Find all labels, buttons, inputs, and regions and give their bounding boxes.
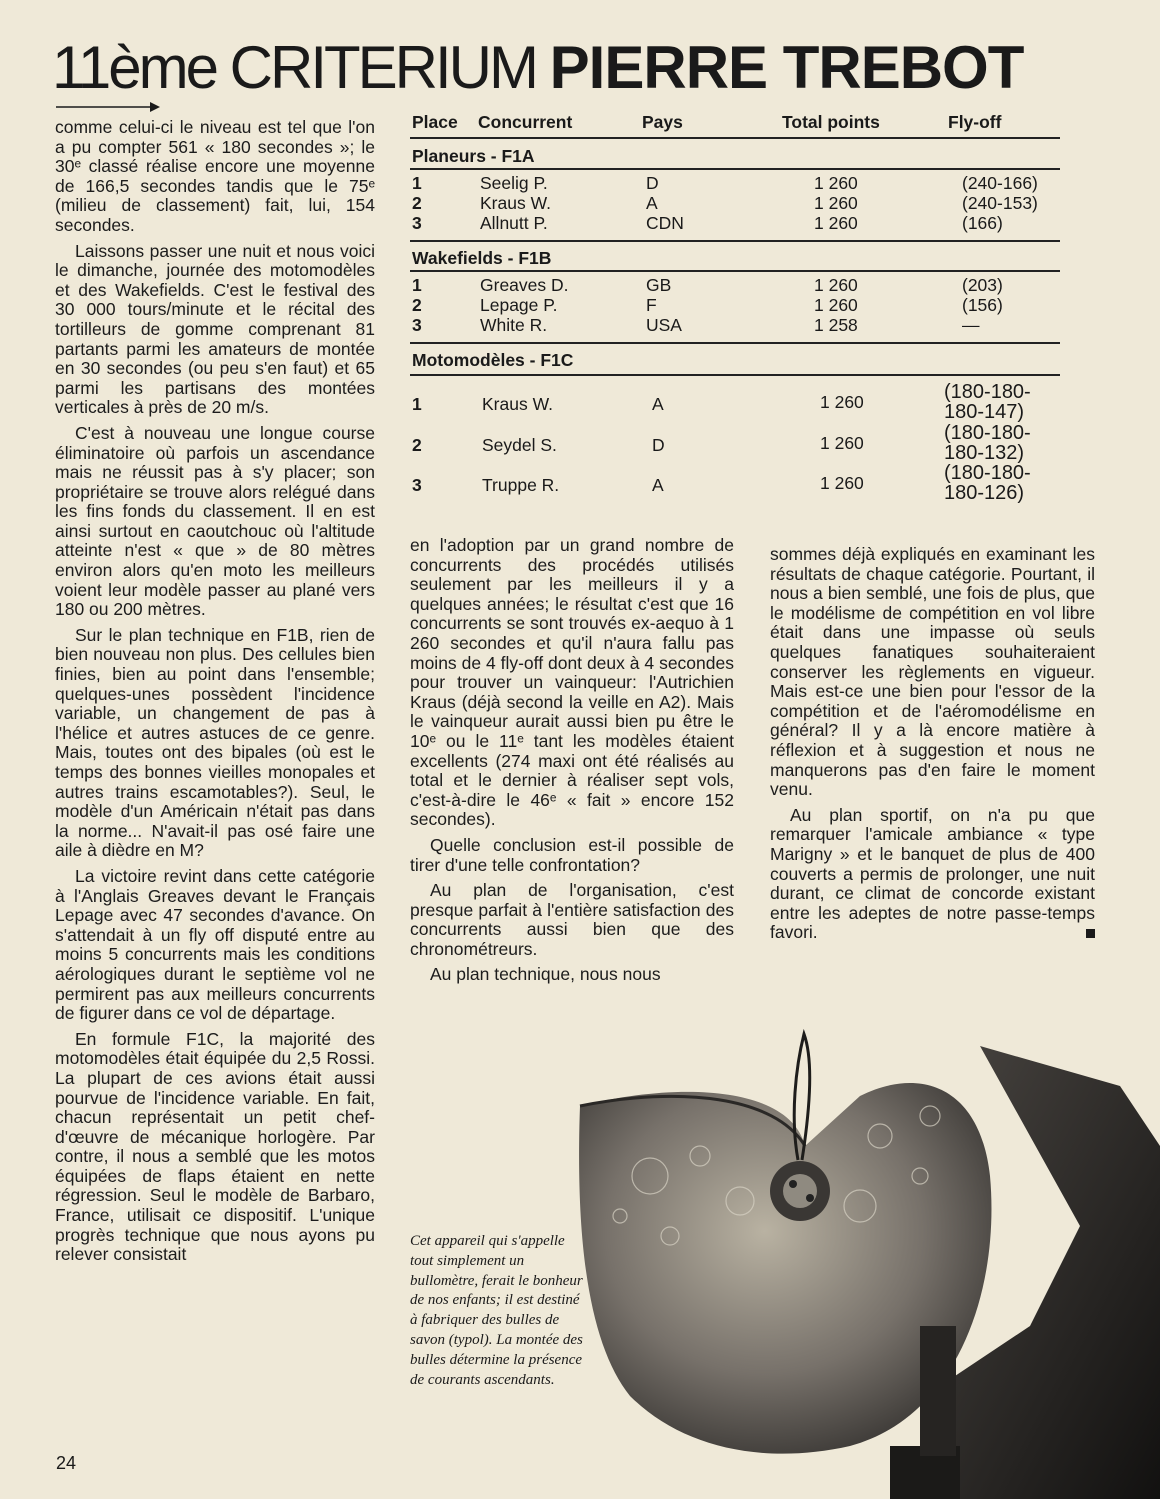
end-of-article-mark: [1086, 929, 1095, 938]
table-cell-place: 2: [412, 435, 422, 455]
table-rule: [410, 168, 1060, 170]
table-cell-points: 1 260: [820, 392, 864, 412]
article-paragraph: Au plan de l'organisation, c'est presque parfait à l'entière satisfaction des concurrents aussi bien que des chronométreurs.: [410, 880, 734, 959]
article-paragraph: Au plan sportif, on n'a pu que remarquer l'amicale ambiance « type Marigny » et le banquet de plus de 400 couverts a permis de prolonger, une nuit durant, ce climat de concorde existant entre les adeptes de notre passe-temps favori.: [770, 804, 1095, 943]
title-light-part: 11ème CRITERIUM: [52, 34, 550, 101]
table-header-cell: Fly-off: [948, 112, 1002, 132]
article-paragraph: C'est à nouveau une longue course éliminatoire où parfois un ascendance mais ne réussit pas à s'y placer; son propriétaire se trouve alors relégué dans les fins fonds du classement. Il en est ainsi surtout en caoutchouc où l'altitude atteinte n'est « que » de 80 mètres environ alors qu'en moto les meilleurs voient leur modèle passer au plané vers 180 ou 200 mètres.: [55, 422, 375, 620]
article-paragraph: En formule F1C, la majorité des motomodèles était équipée du 2,5 Rossi. La plupart de ces avions était aussi pourvue de l'incidence variable. En fait, chacun représentait un petit chef-d'œuvre de mécanique horlogère. Par contre, il nous a semblé que les motos équipées de flaps étaient en nette régression. Seul le modèle de Barbaro, France, utilisait ce dispositif. L'unique progrès technique que nous ayons pu relever consistait: [55, 1028, 375, 1265]
table-cell-country: CDN: [646, 213, 684, 233]
table-cell-country: GB: [646, 275, 672, 295]
table-cell-flyoff: (240-166): [962, 173, 1038, 193]
table-cell-place: 3: [412, 475, 422, 495]
table-rule: [410, 342, 1060, 344]
article-paragraph: Au plan technique, nous nous: [430, 964, 661, 985]
table-cell-flyoff: 180-147): [944, 401, 1025, 423]
table-cell-concurrent: Greaves D.: [480, 275, 569, 295]
table-cell-country: D: [646, 173, 659, 193]
table-cell-concurrent: Allnutt P.: [480, 213, 548, 233]
table-cell-points: 1 260: [814, 173, 858, 193]
table-header-cell: Place: [412, 112, 458, 132]
table-cell-place: 1: [412, 275, 422, 295]
article-paragraph: sommes déjà expliqués en examinant les résultats de chaque catégorie. Pourtant, il nous a bien semblé, une fois de plus, que le modélisme de compétition en vol libre était dans une impasse où seuls quelques fanatiques souhaiteraient conserver les règlements en vigueur. Mais est-ce une bien pour l'essor de la compétition et de l'aéromodélisme en général? Il y a là encore matière à réflexion et à suggestion et nous ne manquerons pas d'en faire le moment venu.: [770, 544, 1095, 800]
table-cell-concurrent: Kraus W.: [482, 394, 553, 414]
table-cell-flyoff: (203): [962, 275, 1003, 295]
table-cell-concurrent: Seydel S.: [482, 435, 557, 455]
table-cell-country: A: [646, 193, 658, 213]
table-cell-points: 1 258: [814, 315, 858, 335]
table-cell-country: F: [646, 295, 657, 315]
table-cell-concurrent: Lepage P.: [480, 295, 558, 315]
table-cell-flyoff: —: [962, 315, 980, 335]
table-header-cell: Total points: [782, 112, 880, 132]
page-number: 24: [56, 1453, 77, 1473]
table-cell-place: 2: [412, 295, 422, 315]
category-heading: Motomodèles - F1C: [412, 350, 574, 370]
table-header-cell: Concurrent: [478, 112, 573, 132]
table-cell-place: 3: [412, 315, 422, 335]
article-column-3: [770, 545, 1095, 1015]
table-cell-concurrent: Seelig P.: [480, 173, 548, 193]
table-cell-points: 1 260: [814, 213, 858, 233]
bullometre-photo: [560, 1026, 1160, 1499]
results-table: [410, 110, 1060, 528]
article-paragraph: en l'adoption par un grand nombre de concurrents des procédés utilisés seulement par les meilleurs il y a quelques années; le résultat c'est que 16 concurrents se sont trouvés ex-aequo à 1 260 secondes et qu'il n'aura fallu pas moins de 4 fly-off dont deux à 4 secondes pour trouver un vainqueur: l'Autrichien Kraus (déjà second la veille en A2). Mais le vainqueur aurait aussi bien pu être le 10ᵉ ou le 11ᵉ tant les modèles étaient excellents (274 maxi ont été réalisés au total et le dernier à réaliser sept vols, c'est-à-dire le 46ᵉ « fait » encore 152 secondes).: [410, 535, 734, 830]
continuation-arrow-icon: [56, 100, 160, 114]
table-cell-points: 1 260: [814, 275, 858, 295]
table-cell-place: 1: [412, 173, 422, 193]
table-cell-country: D: [652, 435, 665, 455]
table-cell-flyoff: (156): [962, 295, 1003, 315]
category-heading: Planeurs - F1A: [412, 146, 535, 166]
table-rule: [410, 137, 1060, 139]
article-paragraph: Quelle conclusion est-il possible de tirer d'une telle confrontation?: [410, 834, 734, 875]
table-cell-points: 1 260: [814, 295, 858, 315]
table-cell-flyoff: 180-126): [944, 482, 1025, 504]
article-column-1: [55, 118, 375, 1448]
table-cell-concurrent: Kraus W.: [480, 193, 551, 213]
table-cell-flyoff: (180-180-: [944, 422, 1031, 444]
category-heading: Wakefields - F1B: [412, 248, 552, 268]
table-cell-flyoff: 180-132): [944, 442, 1025, 464]
article-paragraph: La victoire revint dans cette catégorie à l'Anglais Greaves devant le Français Lepage avec 47 secondes d'avance. On s'attendait à un fly off disputé entre au moins 5 concurrents mais les conditions aérologiques durant le septième vol ne permirent pas aux meilleurs concurrents de figurer dans ce vol de départage.: [55, 865, 375, 1024]
page-title: [52, 28, 1132, 108]
title-bold-part: PIERRE TREBOT: [549, 34, 1024, 101]
table-cell-flyoff: (180-180-: [944, 381, 1031, 403]
table-rule: [410, 270, 1060, 272]
table-cell-country: A: [652, 394, 664, 414]
table-rule: [410, 374, 1060, 376]
table-cell-place: 1: [412, 394, 422, 414]
photo-caption: Cet appareil qui s'appelle tout simplement un bullomètre, ferait le bonheur de nos enfants; il est destiné à fabriquer des bulles de savon (typol). La montée des bulles détermine la présence de courants ascendants.: [410, 1233, 583, 1388]
table-cell-points: 1 260: [820, 433, 864, 453]
table-header-cell: Pays: [642, 112, 683, 132]
article-column-2: [410, 536, 734, 1006]
article-paragraph: comme celui-ci le niveau est tel que l'on a pu compter 561 « 180 secondes »; le 30ᵉ classé réalise encore une moyenne de 166,5 secondes tandis que le 75ᵉ (milieu de classement) fait, lui, 154 secondes.: [55, 117, 375, 235]
table-cell-flyoff: (180-180-: [944, 462, 1031, 484]
article-paragraph: Laissons passer une nuit et nous voici le dimanche, journée des motomodèles et des Wakefields. C'est le festival des 30 000 tours/minute et le récital des tortilleurs de gomme comprenant 81 partants parmi les amateurs de montée en 30 secondes (ou peu s'en faut) et 65 parmi les partisans des montées verticales à près de 20 m/s.: [55, 240, 375, 418]
table-cell-country: A: [652, 475, 664, 495]
table-cell-country: USA: [646, 315, 682, 335]
table-rule: [410, 240, 1060, 242]
table-cell-flyoff: (166): [962, 213, 1003, 233]
table-cell-points: 1 260: [820, 473, 864, 493]
table-cell-concurrent: Truppe R.: [482, 475, 560, 495]
table-cell-points: 1 260: [814, 193, 858, 213]
table-cell-place: 2: [412, 193, 422, 213]
article-paragraph: Sur le plan technique en F1B, rien de bien nouveau non plus. Des cellules bien finies, bien au point dans l'ensemble; quelques-unes possèdent l'incidence variable, un changement de pas à l'hélice et autres astuces de ce genre. Mais, toutes ont des bipales (où est le temps des bonnes vieilles monopales et autres trains escamotables?). Seul, le modèle d'un Américain n'était pas dans la norme... N'avait-il pas osé faire une aile à dièdre en M?: [55, 624, 375, 861]
table-cell-flyoff: (240-153): [962, 193, 1038, 213]
table-cell-concurrent: White R.: [480, 315, 548, 335]
table-cell-place: 3: [412, 213, 422, 233]
